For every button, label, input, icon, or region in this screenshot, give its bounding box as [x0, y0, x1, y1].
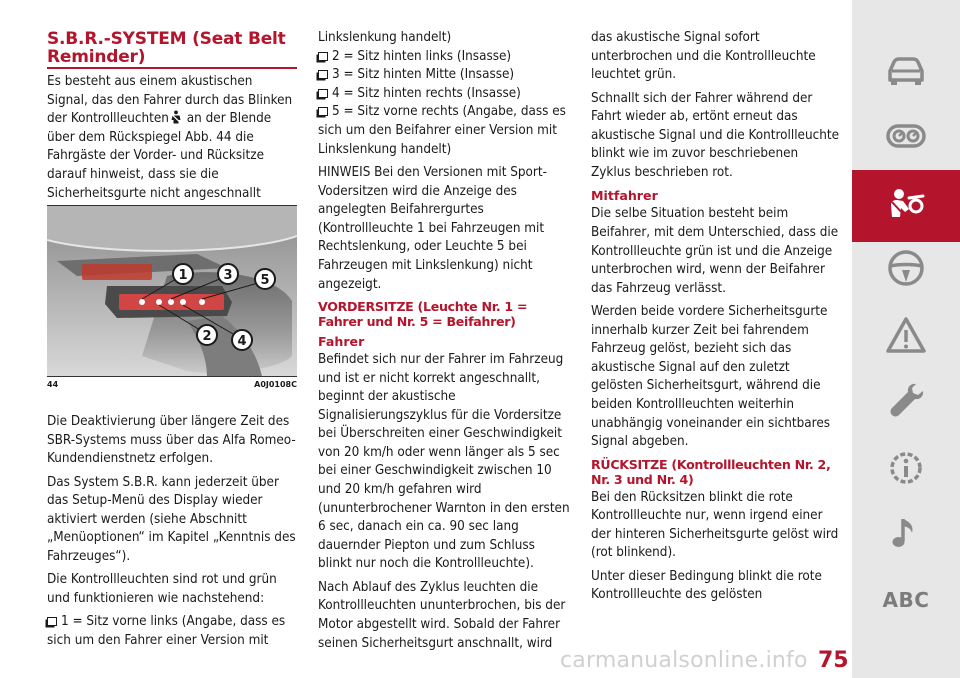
svg-text:2: 2: [202, 329, 212, 344]
sidebar-item-driving[interactable]: [852, 232, 960, 304]
figure-number: 44: [47, 380, 59, 389]
paragraph: Werden beide vordere Sicherheitsgurte innerhalb kurzer Zeit bei fahrendem Fahrzeug gelöst, bezieht sich das akustische Signal auf den zuletzt gelösten Sicherheitsgurt, während die beiden Kontrollleuchten weiterhin unabhängig voneinander ein sichtbares Signal abgeben.: [591, 304, 831, 450]
subsection-heading: Mitfahrer: [591, 188, 658, 204]
sidebar-item-index[interactable]: [852, 564, 960, 636]
figure-44: [47, 205, 297, 377]
list-item: [318, 66, 570, 85]
paragraph: Bei den Rücksitzen blinkt die rote Kontrollleuchte nur, wenn irgend einer der hinteren Sicherheitsgurte gelöst wird (rot blinkend).: [591, 489, 839, 561]
bullet-square-icon: [318, 70, 328, 79]
list-item: [47, 613, 297, 650]
list-item-text: 2 = Sitz hinten links (Insasse): [332, 48, 512, 64]
callout-3: [218, 264, 238, 284]
seatbelt-warning-icon: [169, 110, 183, 124]
bullet-square-icon: [318, 52, 328, 61]
figure-reference: A0J0108C: [254, 380, 297, 389]
paragraph: das akustische Signal sofort unterbrochen und die Kontrollleuchte leuchtet grün.: [591, 30, 816, 83]
music-note-icon: [883, 511, 929, 557]
callout-2: [197, 325, 217, 345]
car-icon: [883, 47, 929, 93]
page-title: S.B.R.-SYSTEM (Seat Belt Reminder): [47, 30, 297, 69]
wrench-icon: [883, 377, 929, 423]
sidebar-item-technical-data[interactable]: [852, 432, 960, 504]
svg-text:4: 4: [237, 334, 247, 349]
warning-icon: [883, 313, 929, 359]
paragraph: Schnallt sich der Fahrer während der Fahrt wieder ab, ertönt erneut das akustische Signal und die Kontrollleuchte blinkt wie im zuvor beschriebenen Zyklus beschrieben rot.: [591, 90, 840, 180]
intro-paragraph: [47, 73, 297, 222]
paragraph: Die Kontrollleuchten sind rot und grün und funktionieren wie nachstehend:: [47, 572, 277, 606]
paragraph: Linkslenkung handelt): [318, 30, 452, 45]
seatbelt-airbag-icon: [883, 183, 929, 229]
svg-text:5: 5: [260, 273, 270, 288]
section-heading: RÜCKSITZE (Kontrollleuchten Nr. 2, Nr. 3 und Nr. 4): [591, 456, 831, 487]
sidebar-item-emergency[interactable]: [852, 300, 960, 372]
watermark: carmanualsonline.info: [560, 648, 808, 673]
paragraph: Die Deaktivierung über längere Zeit des SBR-Systems muss über das Alfa Romeo-Kundendienstnetz erfolgen.: [47, 414, 296, 467]
overhead-console-illustration: [47, 206, 297, 376]
settings-info-icon: [883, 445, 929, 491]
column-1-lower: [47, 413, 297, 651]
intro-text-1: Es besteht aus einem akustischen Signal, das den Fahrer durch das Blinken der Kontrollleuchten: [47, 74, 293, 127]
paragraph: Das System S.B.R. kann jederzeit über das Setup-Menü des Display wieder aktiviert werden (siehe Abschnitt „Menüoptionen“ im Kapitel „Kenntnis des Fahrzeuges“).: [47, 474, 296, 564]
paragraph: Befindet sich nur der Fahrer im Fahrzeug und ist er nicht korrekt angeschnallt, beginnt der akustische Signalisierungszyklus für die Vordersitze bei Überschreiten einer Geschwindigkeit von 20 km/h oder wenn länger als 5 sec bei einer Geschwindigkeit zwischen 10 und 20 km/h gefahren wird (ununterbrochener Warnton in den ersten 6 sec, danach ein ca. 90 sec lang dauernder Piepton und zum Schluss blinkt nur noch die Kontrollleuchte).: [318, 351, 570, 572]
column-3: [591, 29, 841, 610]
subsection-heading: Fahrer: [318, 333, 365, 349]
sidebar-item-vehicle[interactable]: [852, 34, 960, 106]
section-heading: VORDERSITZE (Leuchte Nr. 1 = Fahrer und Nr. 5 = Beifahrer): [318, 298, 528, 329]
intro-text-2: an der Blende über dem Rückspiegel Abb. 44 die Fahrgäste der Vorder- und Rücksitze darauf hinweist, dass sie die Sicherheitsgurte nicht angeschnallt: [47, 111, 272, 201]
steering-wheel-icon: [883, 245, 929, 291]
paragraph: Nach Ablauf des Zyklus leuchten die Kontrollleuchten ununterbrochen, bis der Motor abgestellt wird. Sobald der Fahrer seinen Sicherheitsgurt anschnallt, wird: [318, 579, 566, 651]
svg-text:1: 1: [178, 268, 188, 283]
list-item-text: 5 = Sitz vorne rechts (Angabe, dass es sich um den Beifahrer einer Version mit Linkslenkung handelt): [318, 104, 566, 157]
list-item-text: 4 = Sitz hinten rechts (Insasse): [332, 85, 521, 101]
bullet-square-icon: [318, 107, 328, 116]
chapter-sidebar: [852, 0, 960, 678]
note-paragraph: HINWEIS Bei den Versionen mit Sport-Vodersitzen wird die Anzeige des angelegten Beifahrergurtes (Kontrollleuchte 1 bei Fahrzeugen mit Rechtslenkung, oder Leuchte 5 bei Fahrzeugen mit Linkslenkung) nicht angezeigt.: [318, 164, 547, 292]
bullet-square-icon: [318, 89, 328, 98]
page-number: 75: [818, 648, 849, 673]
sidebar-item-maintenance[interactable]: [852, 364, 960, 436]
list-item: [318, 103, 570, 159]
callout-5: [255, 269, 275, 289]
sidebar-item-multimedia[interactable]: [852, 498, 960, 570]
abc-index-label: ABC: [882, 588, 930, 612]
list-item-text: 3 = Sitz hinten Mitte (Insasse): [332, 67, 515, 83]
list-item: [318, 85, 570, 104]
list-item: [318, 48, 570, 67]
column-1: [47, 30, 297, 227]
sidebar-item-instruments[interactable]: [852, 100, 960, 172]
list-item-text: 1 = Sitz vorne links (Angabe, dass es sich um den Fahrer einer Version mit: [47, 614, 286, 648]
callout-4: [232, 330, 252, 350]
paragraph: Unter dieser Bedingung blinkt die rote Kontrollleuchte des gelösten: [591, 568, 822, 603]
bullet-square-icon: [47, 617, 57, 626]
paragraph: Die selbe Situation besteht beim Beifahrer, mit dem Unterschied, dass die Kontrollleuchte grün ist und die Anzeige unterbrochen wird, wenn der Beifahrer das Fahrzeug verlässt.: [591, 206, 839, 296]
svg-text:3: 3: [223, 268, 233, 283]
column-2: [318, 29, 570, 658]
dashboard-icon: [883, 113, 929, 159]
callout-1: [173, 264, 193, 284]
